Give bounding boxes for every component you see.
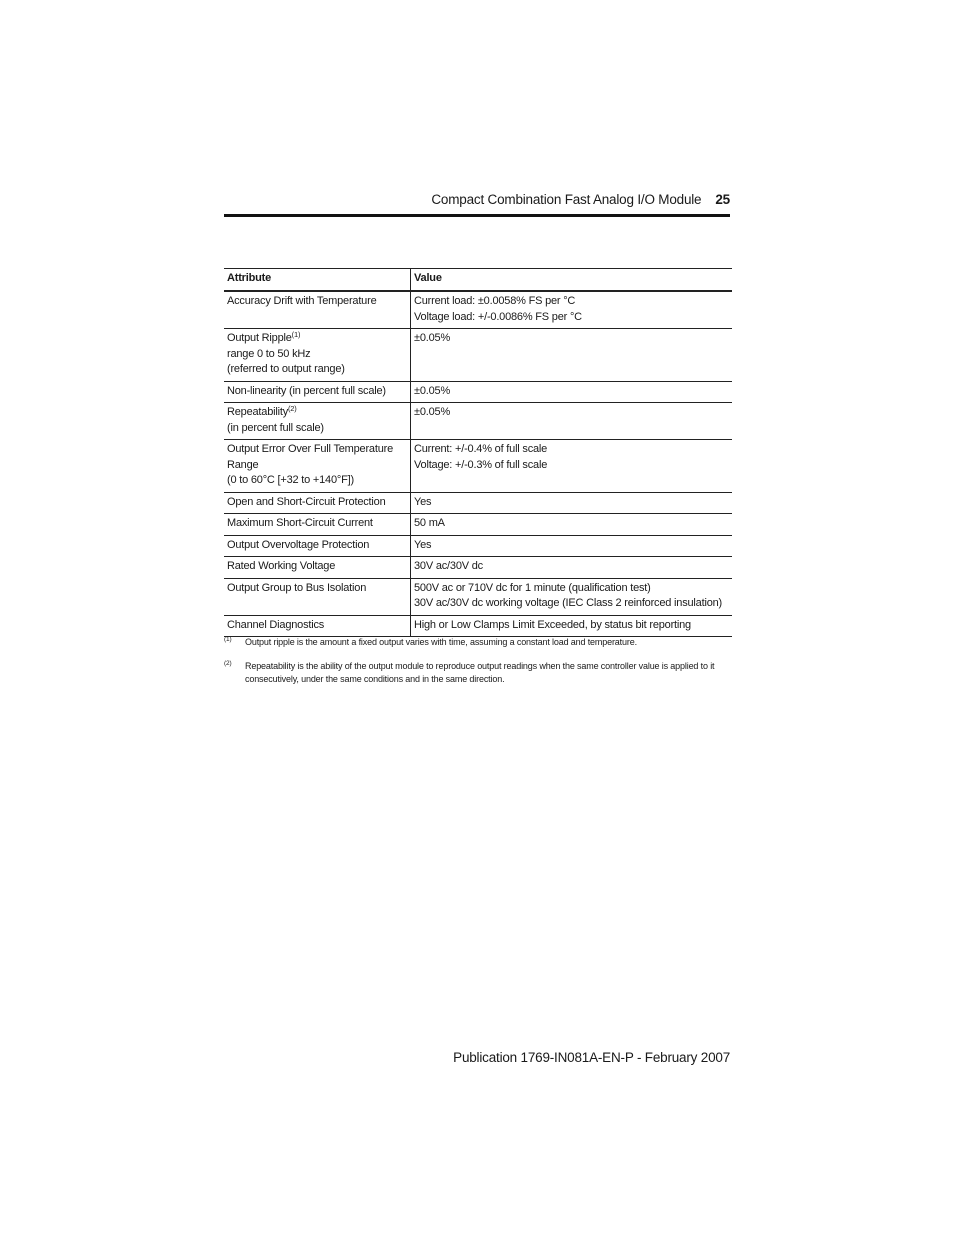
value-cell: 500V ac or 710V dc for 1 minute (qualification test) 30V ac/30V dc working voltage (IEC Class 2 reinforced insulation)	[411, 578, 733, 615]
page-footer	[224, 1048, 730, 1068]
header-title: Compact Combination Fast Analog I/O Module	[431, 192, 702, 207]
table-row	[224, 440, 732, 493]
page-number: 25	[715, 192, 730, 207]
page-header	[224, 190, 730, 214]
attribute-label: Rated Working Voltage	[227, 560, 336, 572]
attribute-label: Open and Short-Circuit Protection	[227, 495, 386, 508]
attribute-label: Output Group to Bus Isolation	[227, 581, 367, 594]
attribute-label: Output Overvoltage Protection	[227, 538, 370, 551]
attribute-cell	[224, 492, 411, 514]
attribute-cell	[224, 535, 411, 557]
table-row	[224, 578, 732, 615]
attribute-label: Channel Diagnostics	[227, 618, 325, 631]
attribute-cell	[224, 381, 411, 403]
footnote-ref: (2)	[288, 404, 297, 413]
footnote-marker: (1)	[224, 636, 232, 643]
specifications-table	[224, 268, 732, 637]
value-cell: Current: +/-0.4% of full scale Voltage: +/-0.3% of full scale	[411, 440, 733, 493]
table-header-row	[224, 269, 732, 292]
attribute-cell	[224, 615, 411, 637]
value-cell: ±0.05%	[411, 403, 733, 440]
value-cell: 30V ac/30V dc	[411, 557, 733, 579]
attribute-detail: range 0 to 50 kHz (referred to output range)	[227, 347, 345, 375]
attribute-cell	[224, 329, 411, 382]
attribute-label: Non-linearity (in percent full scale)	[227, 384, 386, 397]
attribute-cell	[224, 440, 411, 493]
footnote-marker: (2)	[224, 660, 232, 667]
attribute-label: Accuracy Drift with Temperature	[227, 295, 377, 307]
footnote-text: Output ripple is the amount a fixed output varies with time, assuming a constant load and temperature.	[245, 637, 637, 647]
value-cell: ±0.05%	[411, 329, 733, 382]
footnote-2	[224, 660, 732, 686]
attribute-label: Output Ripple	[227, 332, 292, 344]
column-header-attribute: Attribute	[224, 269, 411, 292]
value-cell: Yes	[411, 492, 733, 514]
attribute-cell	[224, 291, 411, 329]
value-cell: 50 mA	[411, 514, 733, 536]
table-row	[224, 557, 732, 579]
footnote-ref: (1)	[291, 330, 301, 339]
footnote-text: Repeatability is the ability of the output module to reproduce output readings when the same controller value is applied to it consecutively, under the same conditions and in the same direction.	[245, 661, 715, 684]
table-row	[224, 615, 732, 637]
table-row	[224, 535, 732, 557]
value-cell: Current load: ±0.0058% FS per °C Voltage load: +/-0.0086% FS per °C	[411, 291, 733, 329]
attribute-label: Repeatability	[227, 406, 288, 418]
attribute-cell	[224, 578, 411, 615]
attribute-detail: (in percent full scale)	[227, 421, 324, 434]
attribute-label: Maximum Short-Circuit Current	[227, 517, 373, 529]
header-rule	[224, 214, 730, 217]
table-row	[224, 514, 732, 536]
attribute-cell	[224, 514, 411, 536]
table-row	[224, 329, 732, 382]
table-row	[224, 492, 732, 514]
value-cell: ±0.05%	[411, 381, 733, 403]
attribute-cell	[224, 403, 411, 440]
table-row	[224, 381, 732, 403]
column-header-value: Value	[411, 269, 733, 292]
value-cell: High or Low Clamps Limit Exceeded, by status bit reporting	[411, 615, 733, 637]
attribute-label: Output Error Over Full Temperature Range (0 to 60°C [+32 to +140°F])	[227, 443, 394, 486]
footnote-1	[224, 636, 732, 649]
table-row	[224, 291, 732, 329]
table-row	[224, 403, 732, 440]
attribute-cell	[224, 557, 411, 579]
publication-info: Publication 1769-IN081A-EN-P - February 2007	[453, 1050, 730, 1065]
value-cell: Yes	[411, 535, 733, 557]
footnotes	[224, 636, 732, 697]
